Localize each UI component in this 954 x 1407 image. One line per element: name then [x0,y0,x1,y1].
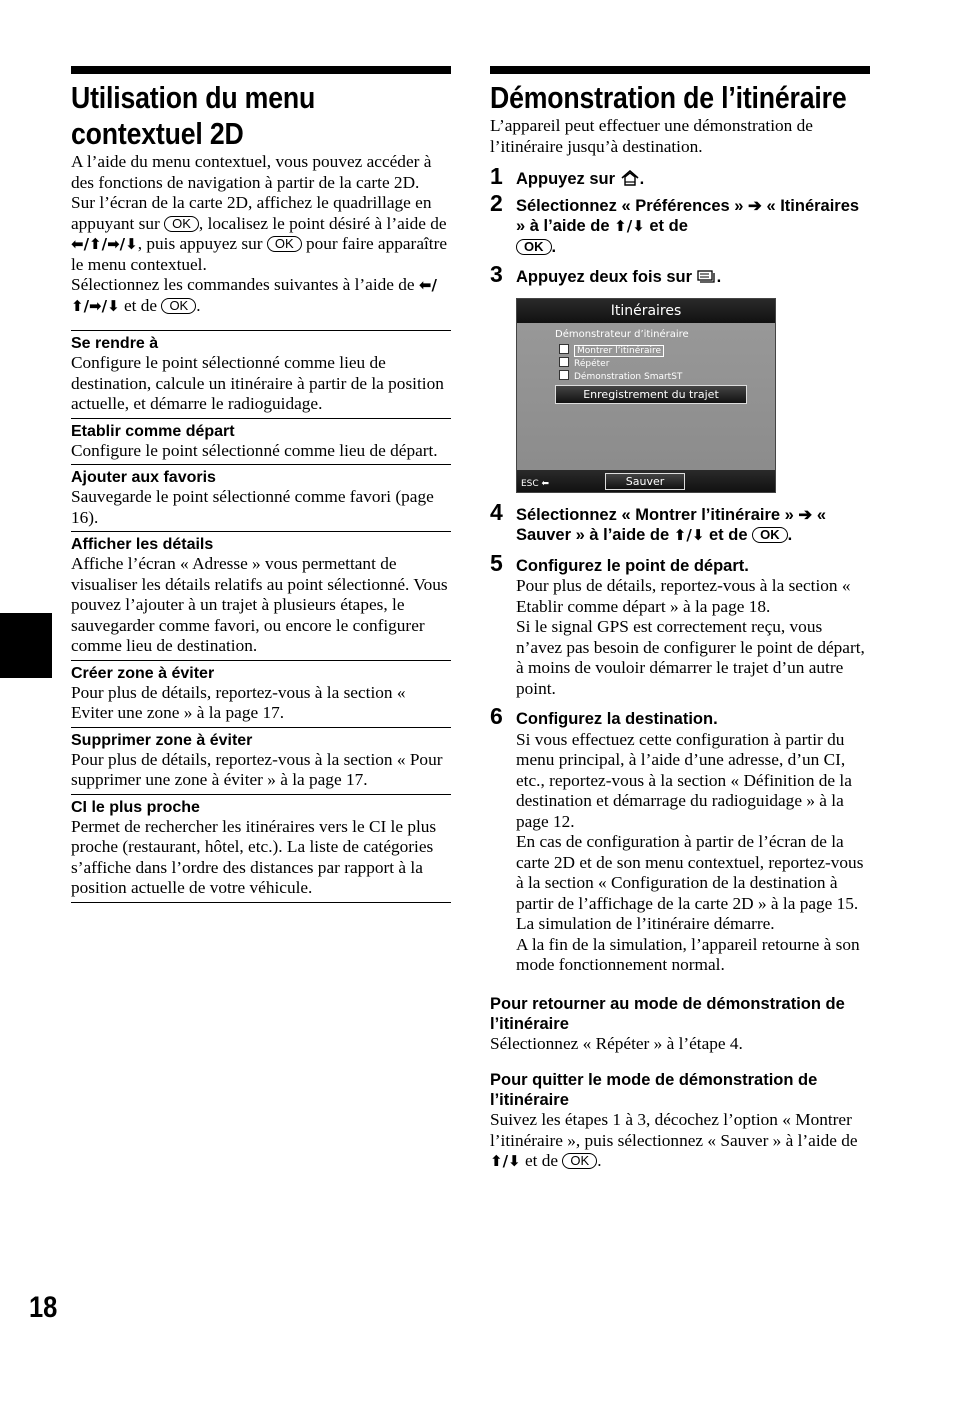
intro-paragraph: A l’aide du menu contextuel, vous pouvez accéder à des fonctions de navigation à partir de la carte 2D. Sur l’écran de la carte 2D, affichez le quadrillage en appuyant sur OK , localisez le point désiré à l’aide de ⬅/⬆/➡/⬇, puis appuyez sur OK pour faire apparaître le menu contextuel. Sélectionnez les commandes suivantes à l’aide de ⬅/⬆/➡/⬇ et de OK . [71,152,448,315]
step-5: 5 Configurez le point de départ. Pour plus de détails, reportez-vous à la section « Etablir comme départ » à la page 18. Si le signal GPS est correctement reçu, vous n’avez pas besoin de configurer le point de départ, à moins de vouloir démarrer le trajet d’un autre point. [490,549,865,698]
option-smartst-demo[interactable]: Démonstration SmartST [559,370,682,382]
screen-title: Itinéraires [517,299,775,323]
ok-button-icon: OK [267,236,302,252]
step-3: 3 Appuyez deux fois sur . [490,261,722,287]
step-number: 6 [490,703,503,729]
table-row: Pour plus de détails, reportez-vous à la section « Pour supprimer une zone à éviter » à la page 17. [71,749,443,789]
left-column [71,66,451,903]
step-1: 1 Appuyez sur . [490,163,645,189]
command-table [71,330,451,903]
right-column [490,66,870,1172]
arrow-keys-icon: ⬆/⬇ [673,526,705,544]
table-row: Afficher les détails [71,532,451,555]
menu-icon [697,269,717,285]
table-row: Affiche l’écran « Adresse » vous permettant de visualiser les détails relatifs au point sélectionné. Vous pouvez l’ajouter à un trajet à plusieurs étapes, le sauvegarder comme favori, ou encore le configurer comme lieu de destination. [71,554,448,655]
step-6: 6 Configurez la destination. Si vous effectuez cette configuration à partir du menu principal, à l’aide d’une adresse, d’un CI, etc., reportez-vous à la section « Définition de la destination et démarrage du radioguidage » à la page 12. En cas de configuration à partir de l’écran de la carte 2D et de son menu contextuel, reportez-vous à la section « Configuration de la destination à partir de l’affichage de la carte 2D » à la page 15. La simulation de l’itinéraire démarre. A la fin de la simulation, l’appareil retourne à son mode fonctionnement normal. [490,703,864,974]
section-title: Démonstration de l’itinéraire [490,80,847,115]
ok-button-icon: OK [164,216,199,232]
option-repeat[interactable]: Répéter [559,357,609,369]
checkbox-icon[interactable] [559,357,569,367]
table-row: Se rendre à [71,331,451,354]
home-icon [620,170,640,186]
table-row: Créer zone à éviter [71,660,451,683]
table-row: Permet de rechercher les itinéraires vers le CI le plus proche (restaurant, hôtel, etc.). La liste de catégories s’affiche dans l’ordre des distances par rapport à la position actuelle de votre véhicule. [71,817,451,903]
chapter-tab [0,613,52,678]
ok-button-icon: OK [752,527,788,543]
table-row: Pour plus de détails, reportez-vous à la section « Eviter une zone » à la page 17. [71,682,406,722]
arrow-keys-icon: ⬆/⬇ [614,217,645,235]
section-rule [71,66,451,74]
step-2: 2 Sélectionnez « Préférences » ➔ « Itinéraires » à l’aide de ⬆/⬇ et de OK . [490,189,860,256]
table-row: Ajouter aux favoris [71,465,451,488]
subsection-body: Suivez les étapes 1 à 3, décochez l’option « Montrer l’itinéraire », puis sélectionnez « Sauver » à l’aide de ⬆/⬇ et de OK . [490,1110,858,1170]
checkbox-icon[interactable] [559,344,569,354]
arrow-keys-icon: ⬅/⬆/➡/⬇ [71,235,138,253]
page-number: 18 [29,1291,58,1324]
arrow-keys-icon: ⬅/⬆/➡/⬇ [71,276,437,315]
esc-button[interactable]: ESC ⬅ [521,478,550,489]
section-title: Utilisation du menu contextuel 2D [71,80,316,151]
save-button[interactable]: Sauver [605,473,685,490]
table-row: Supprimer zone à éviter [71,727,451,750]
option-show-route[interactable]: Montrer l’itinéraire [559,344,664,356]
step-4: 4 Sélectionnez « Montrer l’itinéraire » ➔ « Sauver » à l’aide de ⬆/⬇ et de OK . [490,498,827,544]
device-screenshot [516,298,776,493]
step-number: 1 [490,163,503,189]
step-number: 5 [490,549,503,576]
subsection-heading: Pour retourner au mode de démonstration de l’itinéraire [490,994,845,1033]
ok-button-icon: OK [562,1153,597,1169]
ok-button-icon: OK [161,298,196,314]
screen-section-label: Démonstrateur d’itinéraire [555,328,689,340]
record-route-button[interactable]: Enregistrement du trajet [555,385,747,404]
section-rule [490,66,870,74]
subsection-body: Sélectionnez « Répéter » à l’étape 4. [490,1033,743,1053]
checkbox-icon[interactable] [559,370,569,380]
step-number: 2 [490,189,503,216]
subsection-heading: Pour quitter le mode de démonstration de l’itinéraire [490,1071,818,1109]
arrow-keys-icon: ⬆/⬇ [490,1152,521,1170]
ok-button-icon: OK [516,239,552,255]
intro-paragraph: L’appareil peut effectuer une démonstration de l’itinéraire jusqu’à destination. [490,116,813,156]
step-number: 3 [490,261,503,287]
table-row: Configure le point sélectionné comme lieu de destination, calcule un itinéraire à partir de la position actuelle, et démarre le radioguidage. [71,353,444,413]
table-row: Configure le point sélectionné comme lieu de départ. [71,440,438,460]
step-number: 4 [490,498,503,525]
table-row: Sauvegarde le point sélectionné comme favori (page 16). [71,487,434,527]
table-row: Etablir comme départ [71,418,451,441]
table-row: CI le plus proche [71,794,451,817]
